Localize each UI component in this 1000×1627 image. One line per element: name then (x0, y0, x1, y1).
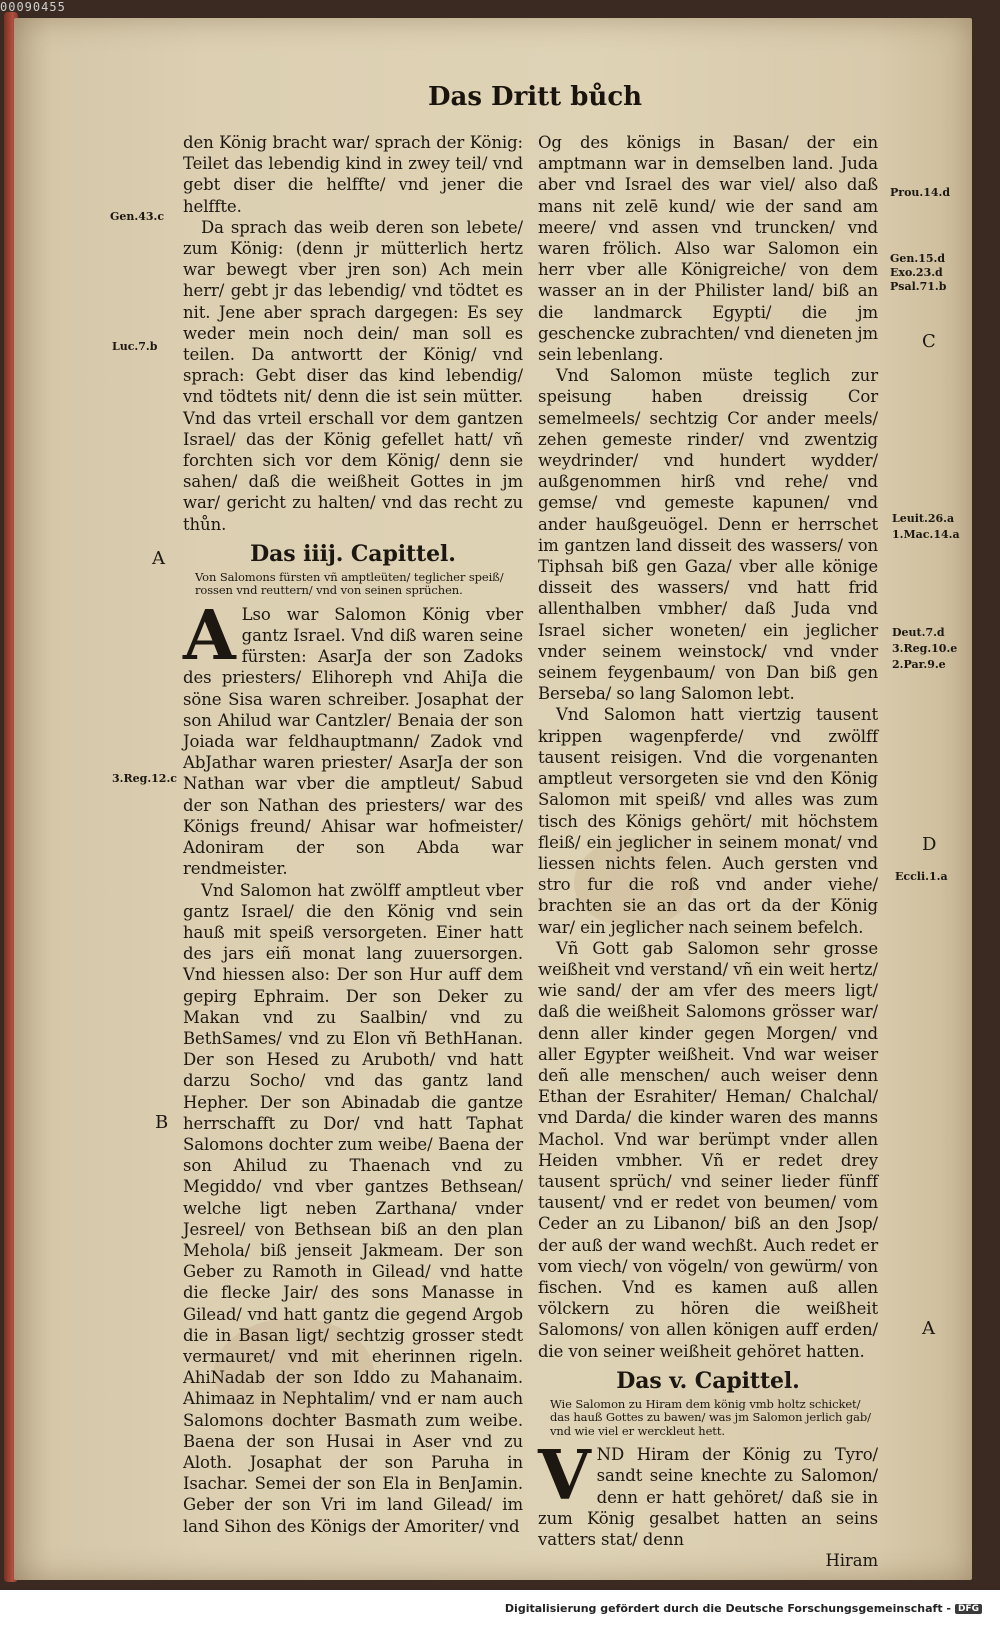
chapter-opening-paragraph (183, 595, 523, 880)
marginal-reference: Deut.7.d (892, 626, 945, 639)
marginal-reference: 3.Reg.12.c (112, 772, 177, 785)
marginal-reference: Psal.71.b (890, 280, 947, 293)
paragraph: Og des königs in Basan/ der ein amptmann war in demselben land. Juda aber vnd Israel des war viel/ also daß mans nit zelē kund/ wie der sand am meere/ vnd assen vnd truncken/ vnd waren frölich. Also war Salomon ein herr vber alle Königreiche/ von dem wasser an in der Philister land/ biß an die landmarck Egypti/ die jm geschencke zubrachten/ vnd dieneten jm sein lebenlang. (538, 133, 878, 365)
marginal-reference: 1.Mac.14.a (892, 528, 960, 541)
marginal-reference: Exo.23.d (890, 266, 943, 279)
paragraph: Da sprach das weib deren son lebete/ zum König: (denn jr mütterlich hertz war bewegt vber jren son) Ach mein herr/ gebt jr das lebendig/ vnd tödtet es nit. Jene aber sprach dargegen: Es sey weder mein noch dein/ man soll es teilen. Da antwortt der König/ vnd sprach: Gebt diser das kind lebendig/ vnd tödtets nit/ denn die ist sein mütter. Vnd das vrteil erschall vor dem gantzen Israel/ das der König gefellet hatt/ vñ forchten sich vor dem König/ denn sie sahen/ daß die weißheit Gottes in jm war/ gericht zu halten/ vnd das recht zu thůn. (183, 217, 523, 534)
dfg-logo-icon: DFG (955, 1604, 982, 1614)
marginal-reference: 2.Par.9.e (892, 658, 946, 671)
paragraph: Vnd Salomon müste teglich zur speisung haben dreissig Cor semelmeels/ sechtzig Cor ander meels/ zehen gemeste rinder/ vnd zwentzig weydrinder/ vnd hundert wydder/ außgenommen hirß vnd rehe/ vnd gemse/ vnd gemeste kapunen/ vnd ander haußgeuögel. Denn er herrschet im gantzen land disseit des wassers/ von Tiphsah biß gen Gaza/ vber alle könige disseit des wassers/ vnd hatt frid allenthalben vmbher/ daß Juda vnd Israel sicher woneten/ ein jeglicher vnder seinem weinstock/ vnd vnder seinem feygenbaum/ von Dan biß gen Berseba/ so lang Salomon lebt. (538, 366, 878, 704)
chapter-opening-paragraph (538, 1436, 878, 1550)
marginal-reference: Luc.7.b (112, 340, 158, 353)
dropcap: V (538, 1436, 591, 1517)
scan-id: 00090455 (0, 0, 66, 14)
running-head: Das Dritt bůch (427, 82, 643, 112)
paragraph: Vnd Salomon hatt viertzig tausent krippen wagenpferde/ vnd zwölff tausent reisigen. Vnd die vorgenanten amptleut versorgeten sie vnd den König Salomon mit speiß/ vnd alles was zum tisch des Königs gehört/ mit höchstem fleiß/ ein jeglicher in seinem monat/ vnd liessen nichts felen. Auch gersten vnd stro fur die roß vnd ander viehe/ brachten sie an das ort da der König war/ ein jeglicher nach seinem befelch. (538, 705, 878, 937)
chapter-title: Das iiij. Capittel. (250, 540, 456, 567)
marginal-reference: Gen.15.d (890, 252, 946, 265)
paragraph: den König bracht war/ sprach der König: Teilet das lebendig kind in zwey teil/ vnd gebt diser die helffte/ vnd jener die helffte. (183, 133, 523, 216)
paragraph-text: ND Hiram der König zu Tyro/ sandt seine knechte zu Salomon/ denn er hatt gehöret/ daß sie in zum König gesalbet hatten an seins vatters stat/ denn (538, 1445, 878, 1550)
section-letter: A (922, 1318, 935, 1339)
right-column (538, 132, 878, 1572)
paragraph: Vñ Gott gab Salomon sehr grosse weißheit vnd verstand/ vñ ein weit hertz/ wie sand/ der am vfer des meers ligt/ daß die weißheit Salomons grösser war/ denn aller kinder gegen Morgen/ vnd aller Egypter weißheit. Vnd war weiser deñ alle menschen/ auch weiser denn Ethan der Esrahiter/ Heman/ Chalchal/ vnd Darda/ die kinder waren des manns Machol. Vnd war berümpt vnder allen Heiden vmbher. Vñ er redet drey tausent sprüch/ vnd seiner lieder fünff tausent/ vnd er redet von beumen/ vom Ceder an zu Libanon/ biß an den Jsop/ der auß der wand wechßt. Auch redet er vom viech/ von vögeln/ von gewürm/ von fischen. Vnd es kamen auß allen völckern zu hören die weißheit Salomons/ von allen königen auff erden/ die von seiner weißheit gehöret hatten. (538, 938, 878, 1361)
marginal-reference: 3.Reg.10.e (892, 642, 958, 655)
footer-credit (505, 1602, 982, 1615)
chapter-summary: Von Salomons fürsten vñ amptleüten/ teglicher speiß/ rossen vnd reuttern/ vnd von seinen sprüchen. (195, 569, 504, 598)
section-letter: D (922, 834, 937, 855)
marginal-reference: Leuit.26.a (892, 512, 955, 525)
catchword: Hiram (825, 1551, 878, 1571)
chapter-summary: Wie Salomon zu Hiram dem könig vmb holtz schicket/ das hauß Gottes zu bawen/ was jm Salomon jerlich gab/ vnd wie viel er werckleut hett. (550, 1396, 871, 1438)
dropcap: A (183, 595, 236, 676)
footer-credit-text: Digitalisierung gefördert durch die Deutsche Forschungsgemeinschaft - (504, 1602, 951, 1615)
section-letter: B (155, 1112, 169, 1133)
section-letter: C (922, 331, 936, 352)
paragraph: Vnd Salomon hat zwölff amptleut vber gantz Israel/ die den König vnd sein hauß mit speiß versorgeten. Einer hatt des jars eiñ monat lang zuuersorgen. Vnd hiessen also: Der son Hur auff dem gepirg Ephraim. Der son Deker zu Makan vnd zu Saalbin/ vnd zu BethSames/ vnd zu Elon vñ BethHanan. Der son Hesed zu Aruboth/ vnd hatt darzu Socho/ vnd das gantz land Hepher. Der son Abinadab die gantze herrschafft zu Dor/ vnd hatt Taphat Salomons dochter zum weibe/ Baena der son Ahilud zu Thaenach vnd zu Megiddo/ vnd vber gantzes Bethsean/ welche ligt neben Zarthana/ vnder Jesreel/ von Bethsean biß an den plan Mehola/ biß jenseit Jakmeam. Der son Geber zu Ramoth in Gilead/ vnd hatte die flecke Jair/ des sons Manasse in Gilead/ vnd hatt gantz die gegend Argob die in Basan ligt/ sechtzig grosser stedt vermauret/ vnd mit eherinnen rigeln. AhiNadab der son Iddo zu Mahanaim. Ahimaaz in Nephtalim/ vnd er nam auch Salomons dochter Basmath zum weibe. Baena der son Husai in Aser vnd zu Aloth. Josaphat der son Paruha in Isachar. Semei der son Ela in BenJamin. Geber der son Vri im land Gilead/ im land Sihon des Königs der Amoriter/ vnd (183, 880, 523, 1536)
section-letter: A (152, 548, 165, 569)
paragraph-text: Lso war Salomon König vber gantz Israel. Vnd diß waren seine fürsten: AsarJa der son Zadoks des priesters/ Elihoreph vnd AhiJa die söne Sisa waren schreiber. Josaphat der son Ahilud war Cantzler/ Benaia der son Joiada war feldhauptmann/ Zadok vnd AbJathar waren priester/ AsarJa der son Nathan war vber die amptleut/ Sabud der son Nathan des priesters/ war des Königs freund/ Ahisar war hofmeister/ Adoniram der son Abda war rendmeister. (183, 604, 523, 879)
marginal-reference: Prou.14.d (890, 186, 951, 199)
chapter-title: Das v. Capittel. (616, 1367, 800, 1394)
left-column (183, 132, 523, 1537)
marginal-reference: Eccli.1.a (895, 870, 948, 883)
marginal-reference: Gen.43.c (110, 210, 165, 223)
